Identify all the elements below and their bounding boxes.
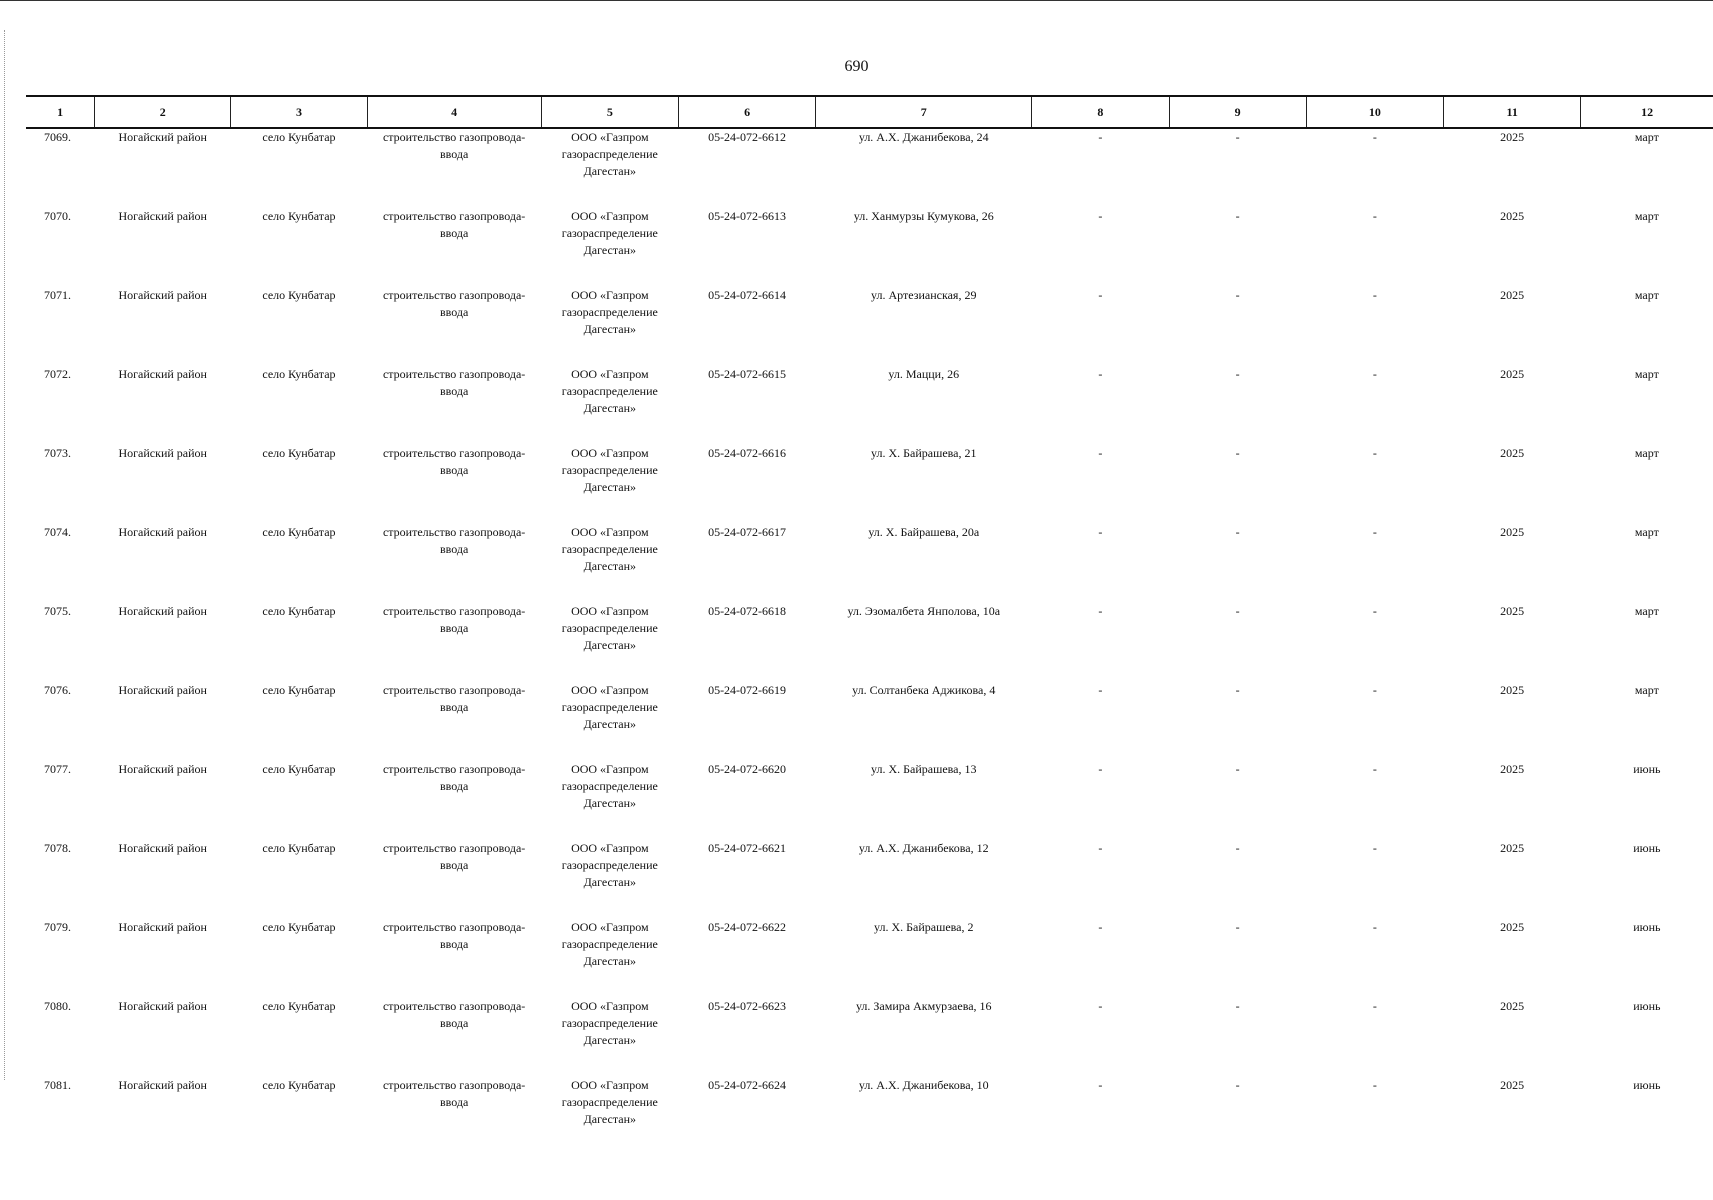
work-type-cell-line: ввода bbox=[439, 463, 469, 477]
work-type-cell-line: строительство газопровода- bbox=[382, 920, 526, 934]
organization-cell-line: Дагестан» bbox=[583, 559, 636, 573]
work-type-cell-line: строительство газопровода- bbox=[382, 525, 526, 539]
table-row bbox=[26, 287, 1713, 366]
column-9-cell: - bbox=[1235, 525, 1240, 539]
table-row bbox=[26, 128, 1713, 208]
column-10-cell: - bbox=[1372, 367, 1377, 381]
work-type-cell bbox=[367, 524, 541, 603]
column-9-cell: - bbox=[1235, 446, 1240, 460]
year-cell: 2025 bbox=[1500, 999, 1525, 1013]
table-row bbox=[26, 919, 1713, 998]
settlement-cell: село Кунбатар bbox=[262, 841, 336, 855]
column-10-cell: - bbox=[1372, 683, 1377, 697]
object-code-cell: 05-24-072-6618 bbox=[708, 604, 787, 618]
address-cell: ул. Солтанбека Аджикова, 4 bbox=[852, 683, 996, 697]
row-number: 7081. bbox=[44, 1078, 71, 1092]
column-8-cell: - bbox=[1098, 525, 1103, 539]
address-cell: ул. Замира Акмурзаева, 16 bbox=[855, 999, 992, 1013]
column-9-cell: - bbox=[1235, 209, 1240, 223]
organization-cell-line: газораспределение bbox=[561, 1095, 658, 1109]
work-type-cell-line: ввода bbox=[439, 700, 469, 714]
settlement-cell: село Кунбатар bbox=[262, 683, 336, 697]
work-type-cell-line: строительство газопровода- bbox=[382, 762, 526, 776]
work-type-cell-line: ввода bbox=[439, 1095, 469, 1109]
organization-cell bbox=[541, 128, 678, 208]
month-cell: март bbox=[1634, 130, 1659, 144]
organization-cell-line: газораспределение bbox=[561, 1016, 658, 1030]
organization-cell bbox=[541, 919, 678, 998]
column-header-4: 4 bbox=[367, 96, 541, 128]
organization-cell-line: газораспределение bbox=[561, 937, 658, 951]
column-header-9: 9 bbox=[1169, 96, 1306, 128]
organization-cell bbox=[541, 208, 678, 287]
row-number: 7073. bbox=[44, 446, 71, 460]
district-cell: Ногайский район bbox=[118, 841, 207, 855]
column-8-cell: - bbox=[1098, 999, 1103, 1013]
object-code-cell: 05-24-072-6619 bbox=[708, 683, 787, 697]
month-cell: июнь bbox=[1633, 1078, 1661, 1092]
month-cell: март bbox=[1634, 288, 1659, 302]
table-row bbox=[26, 682, 1713, 761]
year-cell: 2025 bbox=[1500, 130, 1525, 144]
organization-cell-line: газораспределение bbox=[561, 305, 658, 319]
year-cell: 2025 bbox=[1500, 209, 1525, 223]
year-cell: 2025 bbox=[1500, 367, 1525, 381]
organization-cell-line: Дагестан» bbox=[583, 322, 636, 336]
work-type-cell bbox=[367, 128, 541, 208]
work-type-cell bbox=[367, 445, 541, 524]
column-10-cell: - bbox=[1372, 130, 1377, 144]
table-row bbox=[26, 840, 1713, 919]
work-type-cell bbox=[367, 761, 541, 840]
year-cell: 2025 bbox=[1500, 604, 1525, 618]
table-row bbox=[26, 445, 1713, 524]
settlement-cell: село Кунбатар bbox=[262, 130, 336, 144]
object-code-cell: 05-24-072-6614 bbox=[708, 288, 787, 302]
district-cell: Ногайский район bbox=[118, 683, 207, 697]
district-cell: Ногайский район bbox=[118, 1078, 207, 1092]
row-number: 7077. bbox=[44, 762, 71, 776]
column-9-cell: - bbox=[1235, 920, 1240, 934]
work-type-cell-line: ввода bbox=[439, 384, 469, 398]
organization-cell-line: Дагестан» bbox=[583, 796, 636, 810]
column-header-10: 10 bbox=[1306, 96, 1443, 128]
column-8-cell: - bbox=[1098, 1078, 1103, 1092]
work-type-cell-line: строительство газопровода- bbox=[382, 604, 526, 618]
organization-cell-line: газораспределение bbox=[561, 226, 658, 240]
organization-cell-line: газораспределение bbox=[561, 779, 658, 793]
month-cell: март bbox=[1634, 367, 1659, 381]
organization-cell-line: ООО «Газпром bbox=[571, 604, 649, 618]
organization-cell-line: газораспределение bbox=[561, 147, 658, 161]
district-cell: Ногайский район bbox=[118, 762, 207, 776]
district-cell: Ногайский район bbox=[118, 525, 207, 539]
district-cell: Ногайский район bbox=[118, 209, 207, 223]
settlement-cell: село Кунбатар bbox=[262, 999, 336, 1013]
address-cell: ул. Х. Байрашева, 20а bbox=[868, 525, 980, 539]
address-cell: ул. Х. Байрашева, 13 bbox=[870, 762, 977, 776]
work-type-cell-line: ввода bbox=[439, 621, 469, 635]
organization-cell-line: газораспределение bbox=[561, 621, 658, 635]
column-8-cell: - bbox=[1098, 209, 1103, 223]
table-row bbox=[26, 208, 1713, 287]
work-type-cell-line: строительство газопровода- bbox=[382, 446, 526, 460]
column-header-3: 3 bbox=[231, 96, 367, 128]
settlement-cell: село Кунбатар bbox=[262, 525, 336, 539]
column-10-cell: - bbox=[1372, 209, 1377, 223]
object-code-cell: 05-24-072-6612 bbox=[708, 130, 787, 144]
column-header-7: 7 bbox=[816, 96, 1032, 128]
row-number: 7074. bbox=[44, 525, 71, 539]
address-cell: ул. Х. Байрашева, 21 bbox=[870, 446, 977, 460]
column-10-cell: - bbox=[1372, 288, 1377, 302]
year-cell: 2025 bbox=[1500, 525, 1525, 539]
work-type-cell-line: ввода bbox=[439, 305, 469, 319]
address-cell: ул. Артезианская, 29 bbox=[871, 288, 977, 302]
month-cell: июнь bbox=[1633, 762, 1661, 776]
row-number: 7069. bbox=[44, 130, 71, 144]
column-8-cell: - bbox=[1098, 920, 1103, 934]
scan-top-edge bbox=[0, 0, 1713, 1]
column-10-cell: - bbox=[1372, 920, 1377, 934]
table-row bbox=[26, 761, 1713, 840]
organization-cell bbox=[541, 840, 678, 919]
column-9-cell: - bbox=[1235, 999, 1240, 1013]
organization-cell bbox=[541, 445, 678, 524]
address-cell: ул. Х. Байрашева, 2 bbox=[873, 920, 974, 934]
settlement-cell: село Кунбатар bbox=[262, 288, 336, 302]
address-cell: ул. А.Х. Джанибекова, 10 bbox=[858, 1078, 989, 1092]
object-code-cell: 05-24-072-6621 bbox=[708, 841, 787, 855]
organization-cell bbox=[541, 761, 678, 840]
organization-cell-line: Дагестан» bbox=[583, 243, 636, 257]
table-row bbox=[26, 998, 1713, 1077]
work-type-cell-line: строительство газопровода- bbox=[382, 209, 526, 223]
settlement-cell: село Кунбатар bbox=[262, 604, 336, 618]
settlement-cell: село Кунбатар bbox=[262, 209, 336, 223]
column-8-cell: - bbox=[1098, 762, 1103, 776]
organization-cell-line: ООО «Газпром bbox=[571, 130, 649, 144]
page-number: 690 bbox=[844, 58, 869, 75]
district-cell: Ногайский район bbox=[118, 920, 207, 934]
month-cell: март bbox=[1634, 683, 1659, 697]
object-code-cell: 05-24-072-6624 bbox=[708, 1078, 787, 1092]
organization-cell bbox=[541, 366, 678, 445]
organization-cell bbox=[541, 1077, 678, 1156]
object-code-cell: 05-24-072-6617 bbox=[708, 525, 787, 539]
column-header-1: 1 bbox=[26, 96, 95, 128]
organization-cell-line: газораспределение bbox=[561, 384, 658, 398]
work-type-cell-line: строительство газопровода- bbox=[382, 367, 526, 381]
organization-cell-line: газораспределение bbox=[561, 463, 658, 477]
address-cell: ул. Эзомалбета Янполова, 10а bbox=[847, 604, 1001, 618]
organization-cell-line: ООО «Газпром bbox=[571, 683, 649, 697]
year-cell: 2025 bbox=[1500, 920, 1525, 934]
work-type-cell-line: ввода bbox=[439, 1016, 469, 1030]
year-cell: 2025 bbox=[1500, 288, 1525, 302]
column-header-5: 5 bbox=[541, 96, 678, 128]
work-type-cell-line: строительство газопровода- bbox=[382, 130, 526, 144]
scan-margin-dots bbox=[4, 30, 6, 1080]
column-header-12: 12 bbox=[1581, 96, 1713, 128]
organization-cell bbox=[541, 287, 678, 366]
month-cell: июнь bbox=[1633, 999, 1661, 1013]
object-code-cell: 05-24-072-6615 bbox=[708, 367, 787, 381]
table-row bbox=[26, 603, 1713, 682]
settlement-cell: село Кунбатар bbox=[262, 762, 336, 776]
organization-cell-line: газораспределение bbox=[561, 542, 658, 556]
row-number: 7072. bbox=[44, 367, 71, 381]
district-cell: Ногайский район bbox=[118, 604, 207, 618]
column-10-cell: - bbox=[1372, 1078, 1377, 1092]
work-type-cell bbox=[367, 682, 541, 761]
work-type-cell bbox=[367, 287, 541, 366]
address-cell: ул. Ханмурзы Кумукова, 26 bbox=[853, 209, 994, 223]
header-row bbox=[26, 96, 1713, 128]
month-cell: июнь bbox=[1633, 841, 1661, 855]
column-9-cell: - bbox=[1235, 841, 1240, 855]
work-type-cell bbox=[367, 998, 541, 1077]
settlement-cell: село Кунбатар bbox=[262, 367, 336, 381]
column-10-cell: - bbox=[1372, 525, 1377, 539]
organization-cell-line: ООО «Газпром bbox=[571, 1078, 649, 1092]
organization-cell bbox=[541, 524, 678, 603]
column-10-cell: - bbox=[1372, 762, 1377, 776]
object-code-cell: 05-24-072-6622 bbox=[708, 920, 787, 934]
column-8-cell: - bbox=[1098, 446, 1103, 460]
district-cell: Ногайский район bbox=[118, 446, 207, 460]
work-type-cell-line: ввода bbox=[439, 542, 469, 556]
work-type-cell bbox=[367, 1077, 541, 1156]
organization-cell-line: ООО «Газпром bbox=[571, 367, 649, 381]
settlement-cell: село Кунбатар bbox=[262, 1078, 336, 1092]
work-type-cell-line: строительство газопровода- bbox=[382, 288, 526, 302]
work-type-cell bbox=[367, 366, 541, 445]
year-cell: 2025 bbox=[1500, 762, 1525, 776]
column-8-cell: - bbox=[1098, 683, 1103, 697]
organization-cell bbox=[541, 603, 678, 682]
organization-cell-line: Дагестан» bbox=[583, 717, 636, 731]
object-code-cell: 05-24-072-6613 bbox=[708, 209, 787, 223]
work-type-cell bbox=[367, 840, 541, 919]
row-number: 7071. bbox=[44, 288, 71, 302]
organization-cell-line: ООО «Газпром bbox=[571, 288, 649, 302]
organization-cell-line: ООО «Газпром bbox=[571, 446, 649, 460]
column-header-2: 2 bbox=[95, 96, 231, 128]
table-row bbox=[26, 524, 1713, 603]
organization-cell-line: Дагестан» bbox=[583, 954, 636, 968]
object-code-cell: 05-24-072-6623 bbox=[708, 999, 787, 1013]
object-code-cell: 05-24-072-6620 bbox=[708, 762, 787, 776]
register-table bbox=[26, 95, 1713, 1156]
organization-cell-line: ООО «Газпром bbox=[571, 920, 649, 934]
organization-cell-line: Дагестан» bbox=[583, 401, 636, 415]
work-type-cell-line: строительство газопровода- bbox=[382, 683, 526, 697]
organization-cell-line: ООО «Газпром bbox=[571, 999, 649, 1013]
work-type-cell-line: ввода bbox=[439, 226, 469, 240]
organization-cell-line: ООО «Газпром bbox=[571, 762, 649, 776]
month-cell: март bbox=[1634, 604, 1659, 618]
work-type-cell-line: ввода bbox=[439, 779, 469, 793]
column-10-cell: - bbox=[1372, 999, 1377, 1013]
address-cell: ул. А.Х. Джанибекова, 24 bbox=[858, 130, 989, 144]
work-type-cell-line: строительство газопровода- bbox=[382, 999, 526, 1013]
column-9-cell: - bbox=[1235, 130, 1240, 144]
column-10-cell: - bbox=[1372, 604, 1377, 618]
work-type-cell bbox=[367, 603, 541, 682]
district-cell: Ногайский район bbox=[118, 288, 207, 302]
organization-cell-line: Дагестан» bbox=[583, 638, 636, 652]
organization-cell-line: Дагестан» bbox=[583, 480, 636, 494]
address-cell: ул. Мацци, 26 bbox=[888, 367, 960, 381]
column-8-cell: - bbox=[1098, 841, 1103, 855]
row-number: 7079. bbox=[44, 920, 71, 934]
organization-cell bbox=[541, 998, 678, 1077]
row-number: 7070. bbox=[44, 209, 71, 223]
column-9-cell: - bbox=[1235, 604, 1240, 618]
column-8-cell: - bbox=[1098, 130, 1103, 144]
row-number: 7075. bbox=[44, 604, 71, 618]
organization-cell bbox=[541, 682, 678, 761]
settlement-cell: село Кунбатар bbox=[262, 920, 336, 934]
column-9-cell: - bbox=[1235, 367, 1240, 381]
column-header-6: 6 bbox=[678, 96, 815, 128]
district-cell: Ногайский район bbox=[118, 999, 207, 1013]
work-type-cell-line: ввода bbox=[439, 937, 469, 951]
column-10-cell: - bbox=[1372, 841, 1377, 855]
column-9-cell: - bbox=[1235, 1078, 1240, 1092]
organization-cell-line: газораспределение bbox=[561, 700, 658, 714]
row-number: 7080. bbox=[44, 999, 71, 1013]
column-header-8: 8 bbox=[1032, 96, 1169, 128]
month-cell: июнь bbox=[1633, 920, 1661, 934]
table-row bbox=[26, 1077, 1713, 1156]
column-9-cell: - bbox=[1235, 683, 1240, 697]
work-type-cell bbox=[367, 208, 541, 287]
organization-cell-line: ООО «Газпром bbox=[571, 209, 649, 223]
organization-cell-line: ООО «Газпром bbox=[571, 841, 649, 855]
organization-cell-line: газораспределение bbox=[561, 858, 658, 872]
column-8-cell: - bbox=[1098, 288, 1103, 302]
organization-cell-line: Дагестан» bbox=[583, 164, 636, 178]
work-type-cell-line: строительство газопровода- bbox=[382, 1078, 526, 1092]
year-cell: 2025 bbox=[1500, 841, 1525, 855]
month-cell: март bbox=[1634, 209, 1659, 223]
column-9-cell: - bbox=[1235, 762, 1240, 776]
column-8-cell: - bbox=[1098, 367, 1103, 381]
organization-cell-line: ООО «Газпром bbox=[571, 525, 649, 539]
year-cell: 2025 bbox=[1500, 1078, 1525, 1092]
district-cell: Ногайский район bbox=[118, 130, 207, 144]
row-number: 7076. bbox=[44, 683, 71, 697]
work-type-cell-line: ввода bbox=[439, 147, 469, 161]
settlement-cell: село Кунбатар bbox=[262, 446, 336, 460]
organization-cell-line: Дагестан» bbox=[583, 1112, 636, 1126]
address-cell: ул. А.Х. Джанибекова, 12 bbox=[858, 841, 989, 855]
column-9-cell: - bbox=[1235, 288, 1240, 302]
work-type-cell-line: строительство газопровода- bbox=[382, 841, 526, 855]
year-cell: 2025 bbox=[1500, 446, 1525, 460]
organization-cell-line: Дагестан» bbox=[583, 1033, 636, 1047]
month-cell: март bbox=[1634, 446, 1659, 460]
object-code-cell: 05-24-072-6616 bbox=[708, 446, 787, 460]
month-cell: март bbox=[1634, 525, 1659, 539]
table-header bbox=[26, 96, 1713, 128]
work-type-cell bbox=[367, 919, 541, 998]
district-cell: Ногайский район bbox=[118, 367, 207, 381]
column-8-cell: - bbox=[1098, 604, 1103, 618]
work-type-cell-line: ввода bbox=[439, 858, 469, 872]
column-header-11: 11 bbox=[1444, 96, 1581, 128]
organization-cell-line: Дагестан» bbox=[583, 875, 636, 889]
year-cell: 2025 bbox=[1500, 683, 1525, 697]
table-row bbox=[26, 366, 1713, 445]
row-number: 7078. bbox=[44, 841, 71, 855]
table-body bbox=[26, 128, 1713, 1156]
column-10-cell: - bbox=[1372, 446, 1377, 460]
